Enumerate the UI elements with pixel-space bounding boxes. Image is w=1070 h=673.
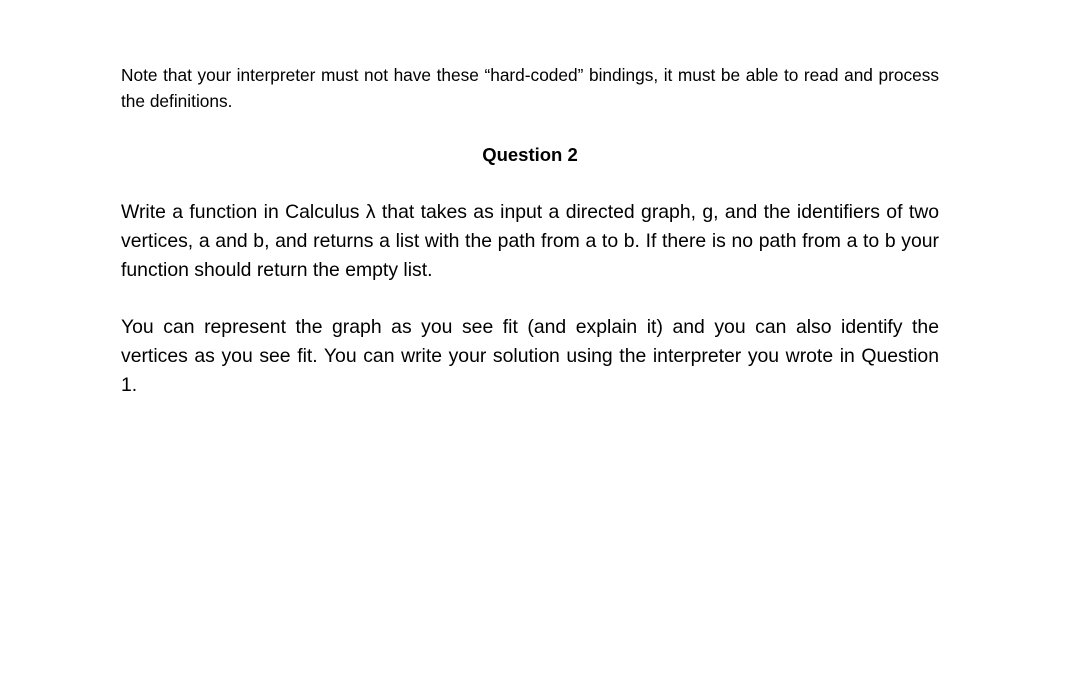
question-heading: Question 2 [482, 144, 578, 165]
question-paragraph-1: Write a function in Calculus λ that takes as input a directed graph, g, and the identifiers of two vertices, a and b, and returns a list with the path from a to b. If there is no path from a to b your function should return the empty list. [121, 201, 939, 281]
question-paragraph-2: You can represent the graph as you see fit (and explain it) and you can also identify the vertices as you see fit. You can write your solution using the interpreter you wrote in Question 1. [121, 316, 939, 396]
note-paragraph: Note that your interpreter must not have these “hard-coded” bindings, it must be able to read and process the definitions. [121, 65, 939, 111]
